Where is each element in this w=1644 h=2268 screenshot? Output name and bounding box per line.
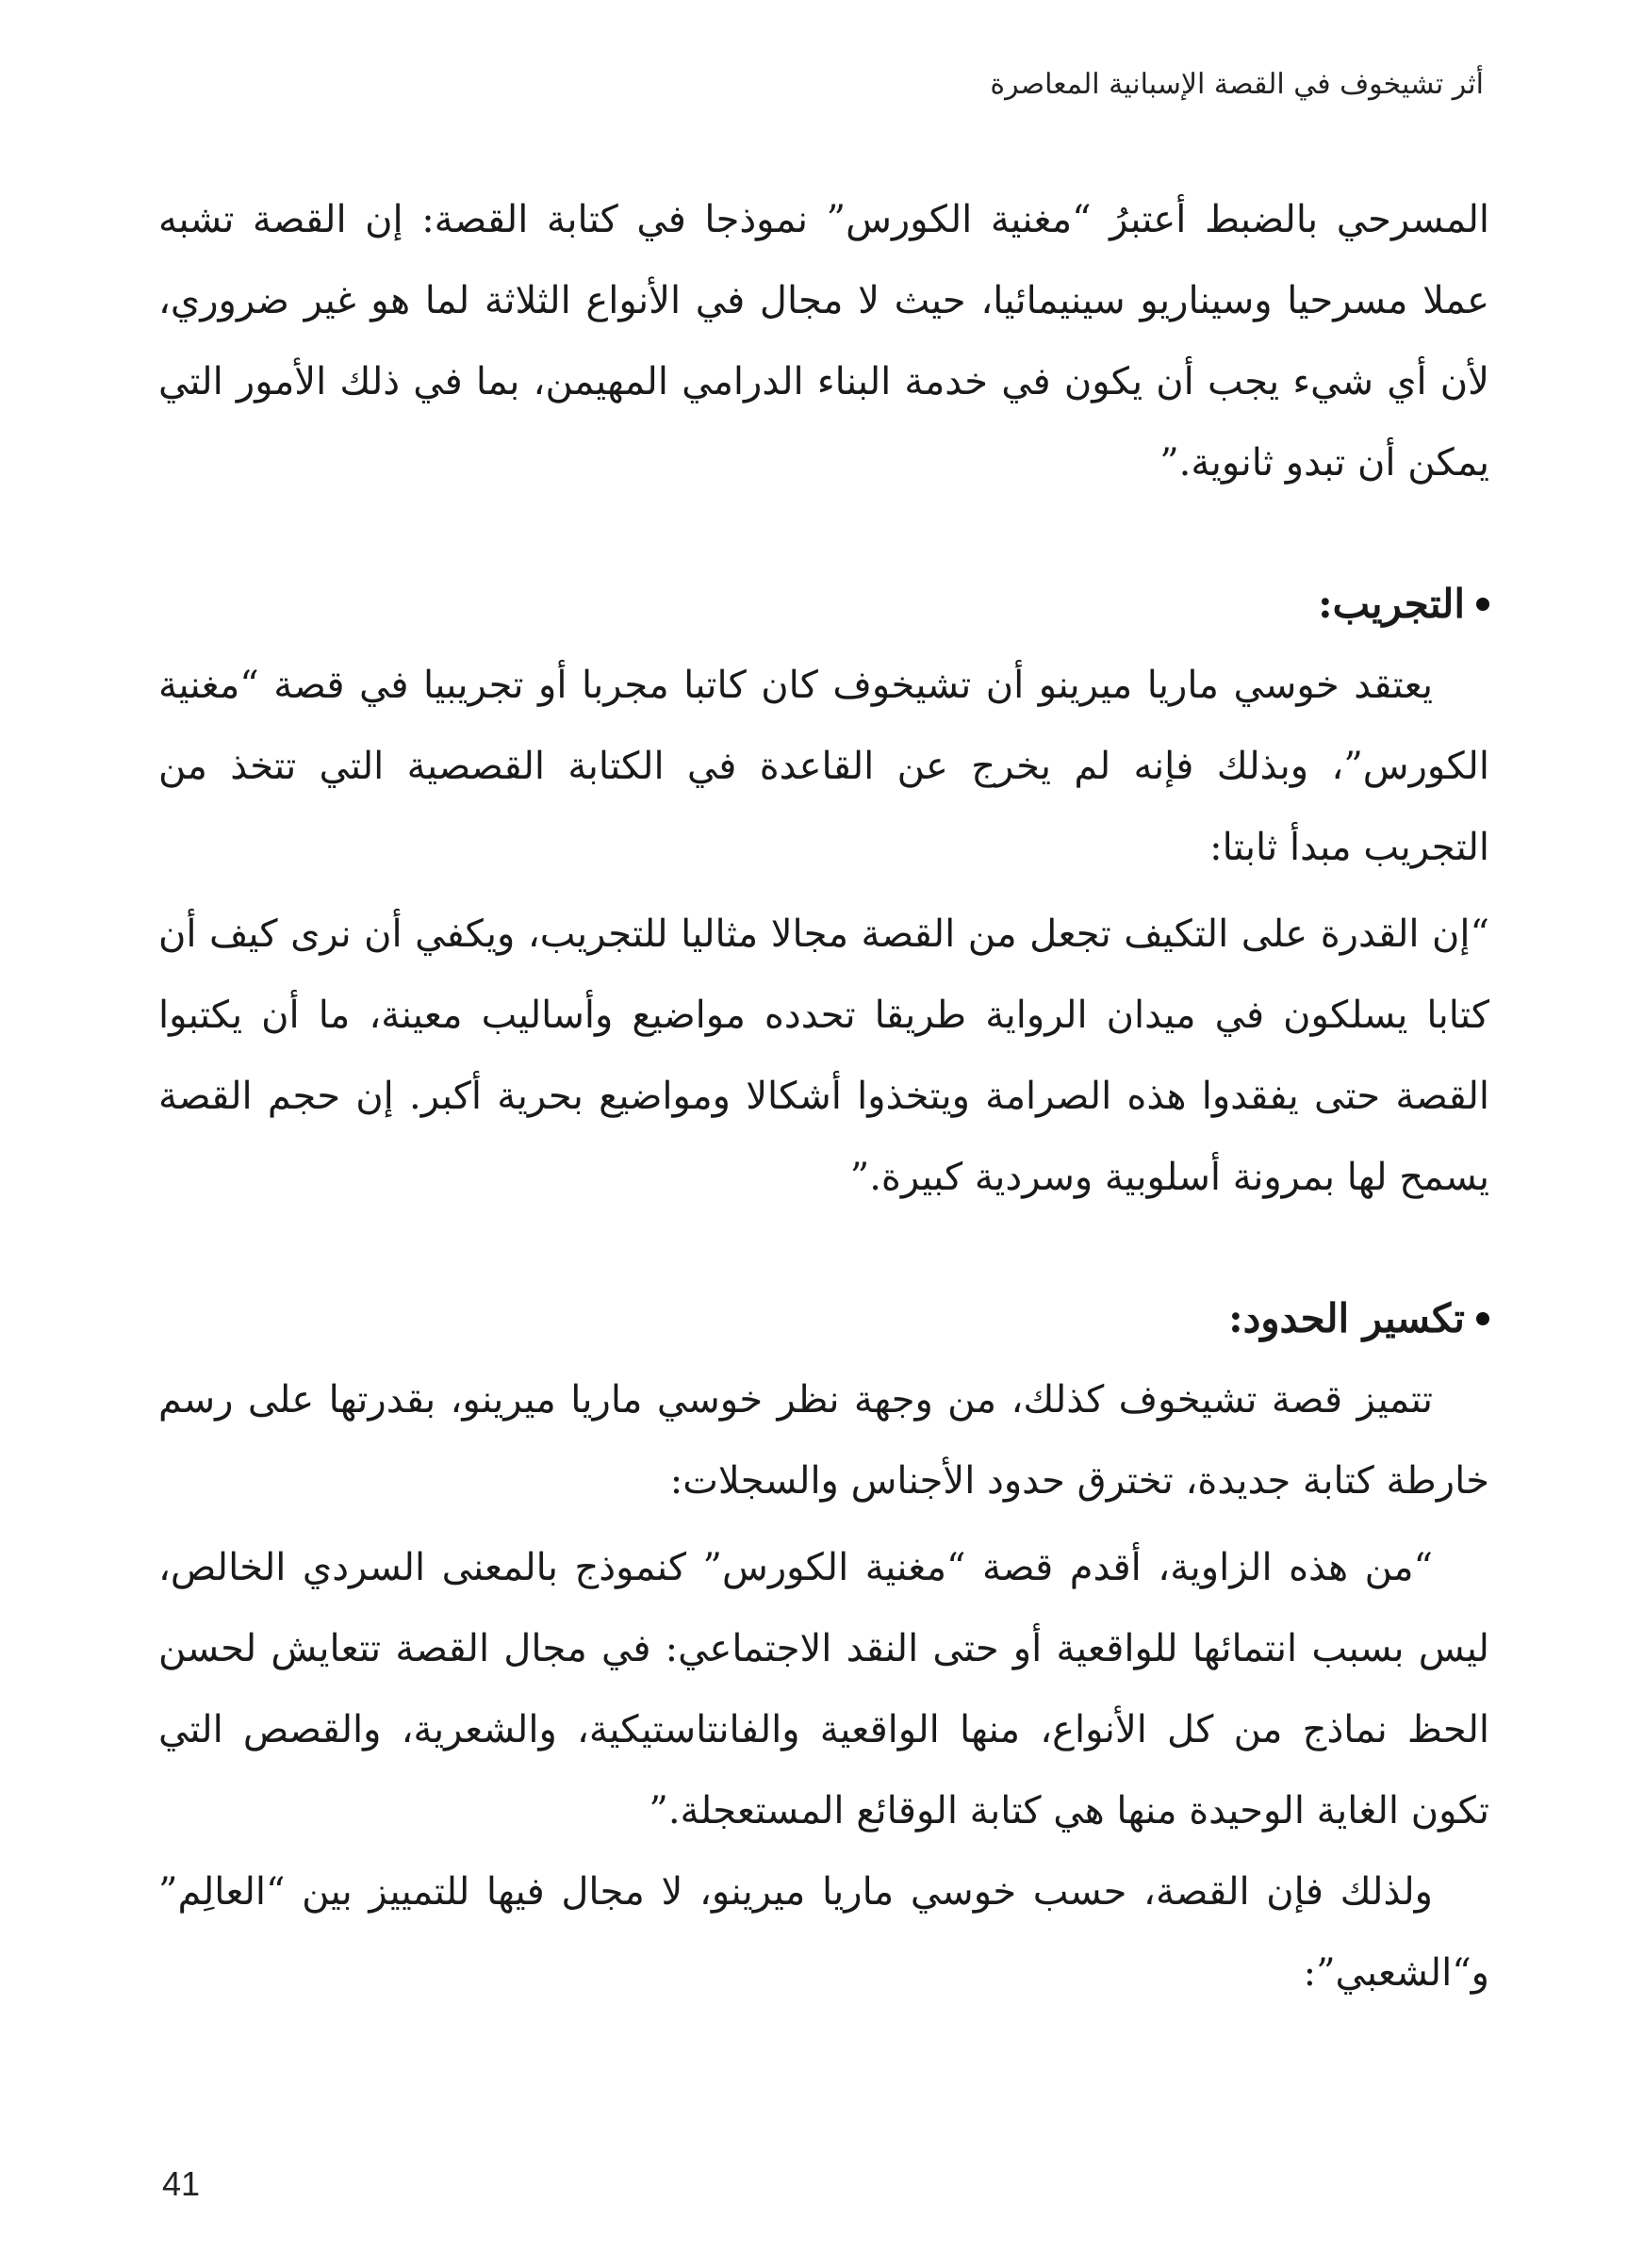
paragraph-boundaries: تتميز قصة تشيخوف كذلك، من وجهة نظر خوسي ماريا ميرينو، بقدرتها على رسم خارطة كتابة جديدة، تخترق حدود الأجناس والسجلات: xyxy=(158,1378,1489,1503)
section-heading-breaking-boundaries xyxy=(158,1278,1489,1359)
bullet-icon xyxy=(1476,1312,1489,1325)
section-heading-experimentation xyxy=(158,564,1489,645)
quotation-experimentation: “إن القدرة على التكيف تجعل من القصة مجالا مثاليا للتجريب، ويكفي أن نرى كيف أن كتابا يسلكون في ميدان الرواية طريقا تحدده مواضيع وأساليب معينة، ما أن يكتبوا القصة حتى يفقدوا هذه الصرامة ويتخذوا أشكالا ومواضيع بحرية أكبر. إن حجم القصة يسمح لها بمرونة أسلوبية وسردية كبيرة.” xyxy=(158,912,1489,1199)
section-heading-label: تكسير الحدود: xyxy=(1228,1295,1465,1341)
paragraph-conclusion: ولذلك فإن القصة، حسب خوسي ماريا ميرينو، لا مجال فيها للتمييز بين “العالِم” و“الشعبي”: xyxy=(158,1870,1489,1995)
section-spacer xyxy=(158,1218,1489,1278)
paragraph-experimentation: يعتقد خوسي ماريا ميرينو أن تشيخوف كان كاتبا مجربا أو تجريبيا في قصة “مغنية الكورس”، وبذلك فإنه لم يخرج عن القاعدة في الكتابة القصصية التي تتخذ من التجريب مبدأ ثابتا: xyxy=(158,664,1489,869)
quotation-boundaries: “من هذه الزاوية، أقدم قصة “مغنية الكورس” كنموذج بالمعنى السردي الخالص، ليس بسبب انتمائها للواقعية أو حتى النقد الاجتماعي: في مجال القصة تتعايش لحسن الحظ نماذج من كل الأنواع، منها الواقعية والفانتاستيكية، والشعرية، والقصص التي تكون الغاية الوحيدة منها هي كتابة الوقائع المستعجلة.” xyxy=(158,1546,1489,1832)
paragraph-continuation: المسرحي بالضبط أعتبرُ “مغنية الكورس” نموذجا في كتابة القصة: إن القصة تشبه عملا مسرحيا وسيناريو سينيمائيا، حيث لا مجال في الأنواع الثلاثة لما هو غير ضروري، لأن أي شيء يجب أن يكون في خدمة البناء الدرامي المهيمن، بما في ذلك الأمور التي يمكن أن تبدو ثانوية.” xyxy=(158,198,1489,485)
page-number: 41 xyxy=(162,2164,201,2203)
section-heading-label: التجريب: xyxy=(1318,581,1465,627)
bullet-icon xyxy=(1476,598,1489,611)
running-header: أثر تشيخوف في القصة الإسبانية المعاصرة xyxy=(990,68,1484,101)
page-body xyxy=(158,179,1489,2013)
section-spacer xyxy=(158,503,1489,564)
